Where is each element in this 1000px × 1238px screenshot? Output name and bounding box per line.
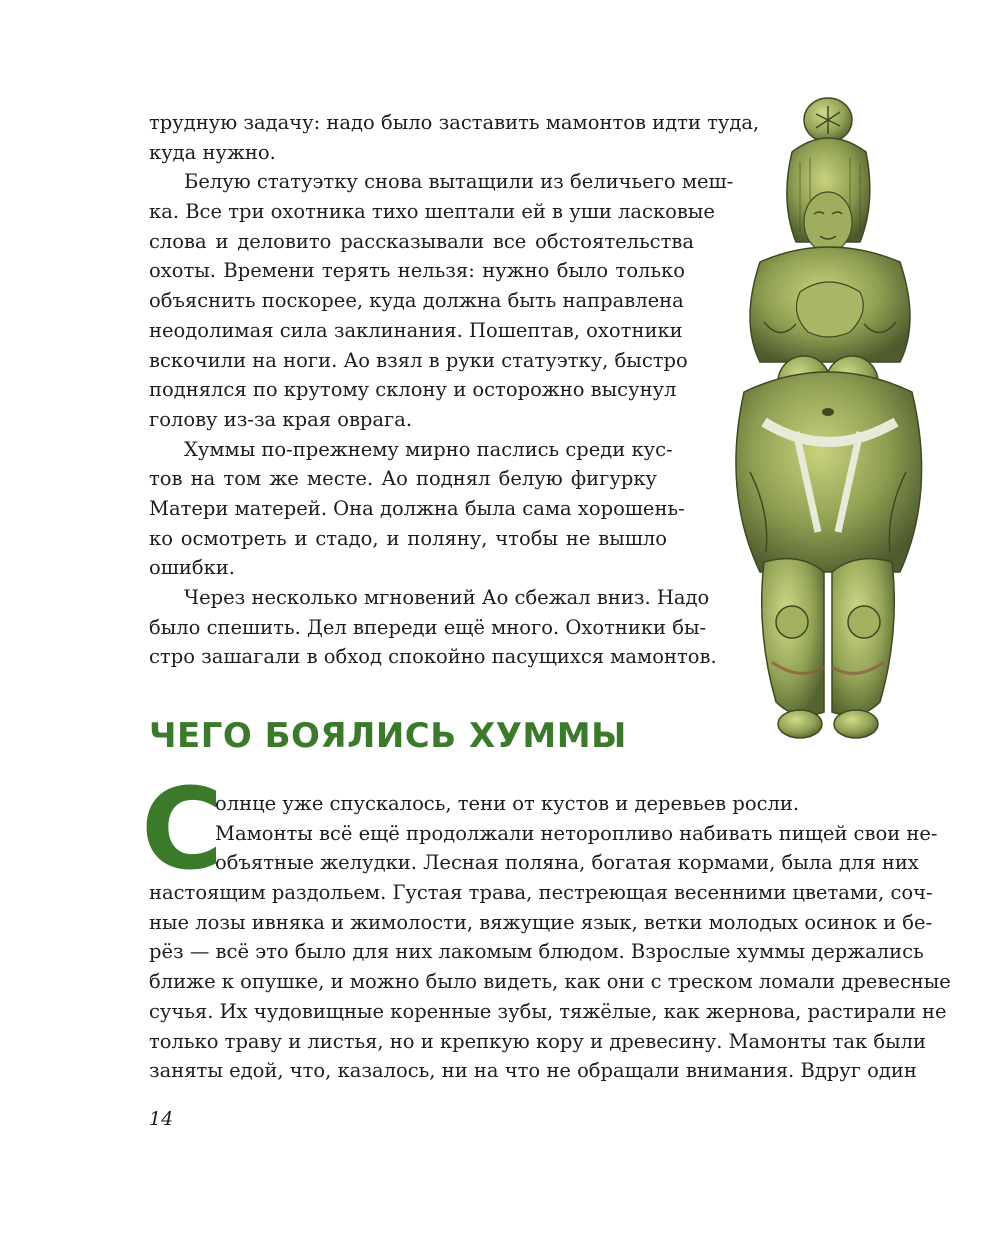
- text-line: было спешить. Дел впереди ещё много. Охотники бы-: [149, 615, 707, 639]
- text-line: сучья. Их чудовищные коренные зубы, тяжёлые, как жернова, растирали не: [149, 999, 947, 1023]
- bottom-text-block: [149, 789, 951, 1086]
- text-line: ные лозы ивняка и жимолости, вяжущие язык, ветки молодых осинок и бе-: [149, 910, 933, 934]
- text-line: объятные желудки. Лесная поляна, богатая кормами, была для них: [215, 851, 919, 875]
- text-line: поднялся по крутому склону и осторожно высунул: [149, 378, 677, 402]
- text-line: Белую статуэтку снова вытащили из беличьего меш-: [184, 170, 734, 194]
- text-line: тов на том же месте. Ао поднял белую фигурку: [149, 467, 657, 491]
- text-line: слова и деловито рассказывали все обстоятельства: [149, 229, 694, 253]
- text-line: Мамонты всё ещё продолжали неторопливо набивать пищей свои не-: [215, 821, 938, 845]
- text-line: трудную задачу: надо было заставить мамонтов идти туда,: [149, 111, 760, 134]
- text-line: ближе к опушке, и можно было видеть, как они с треском ломали древесные: [149, 970, 951, 994]
- text-line: только траву и листья, но и крепкую кору и древесину. Мамонты так были: [149, 1029, 927, 1053]
- text-line: настоящим раздольем. Густая трава, пестреющая весенними цветами, соч-: [149, 881, 933, 905]
- text-line: олнце уже спускалось, тени от кустов и деревьев росли.: [215, 792, 800, 815]
- text-line: Матери матерей. Она должна была сама хорошень-: [149, 496, 685, 520]
- text-line: стро зашагали в обход спокойно пасущихся мамонтов.: [149, 645, 717, 669]
- text-line: ко осмотреть и стадо, и поляну, чтобы не вышло: [149, 526, 667, 550]
- text-line: неодолимая сила заклинания. Пошептав, охотники: [149, 318, 683, 342]
- text-line: рёз — всё это было для них лакомым блюдом. Взрослые хуммы держались: [149, 940, 924, 964]
- text-line: ка. Все три охотника тихо шептали ей в уши ласковые: [149, 200, 715, 224]
- top-text-block: [149, 108, 760, 672]
- text-line: ошибки.: [149, 556, 235, 580]
- text-line: Через несколько мгновений Ао сбежал вниз. Надо: [184, 586, 710, 609]
- text-line: Хуммы по-прежнему мирно паслись среди кус-: [184, 437, 673, 461]
- text-line: объяснить поскорее, куда должна быть направлена: [149, 289, 684, 313]
- text-line: заняты едой, что, казалось, ни на что не обращали внимания. Вдруг один: [149, 1059, 917, 1083]
- text-line: охоты. Времени терять нельзя: нужно было только: [149, 259, 685, 283]
- drop-cap: С: [141, 765, 224, 895]
- venus-figurine-illustration: [700, 92, 940, 752]
- section-heading: ЧЕГО БОЯЛИСЬ ХУММЫ: [149, 716, 627, 756]
- text-line: куда нужно.: [149, 140, 276, 164]
- page-number: 14: [149, 1108, 174, 1130]
- text-line: голову из-за края оврага.: [149, 407, 413, 431]
- text-line: вскочили на ноги. Ао взял в руки статуэтку, быстро: [149, 348, 688, 372]
